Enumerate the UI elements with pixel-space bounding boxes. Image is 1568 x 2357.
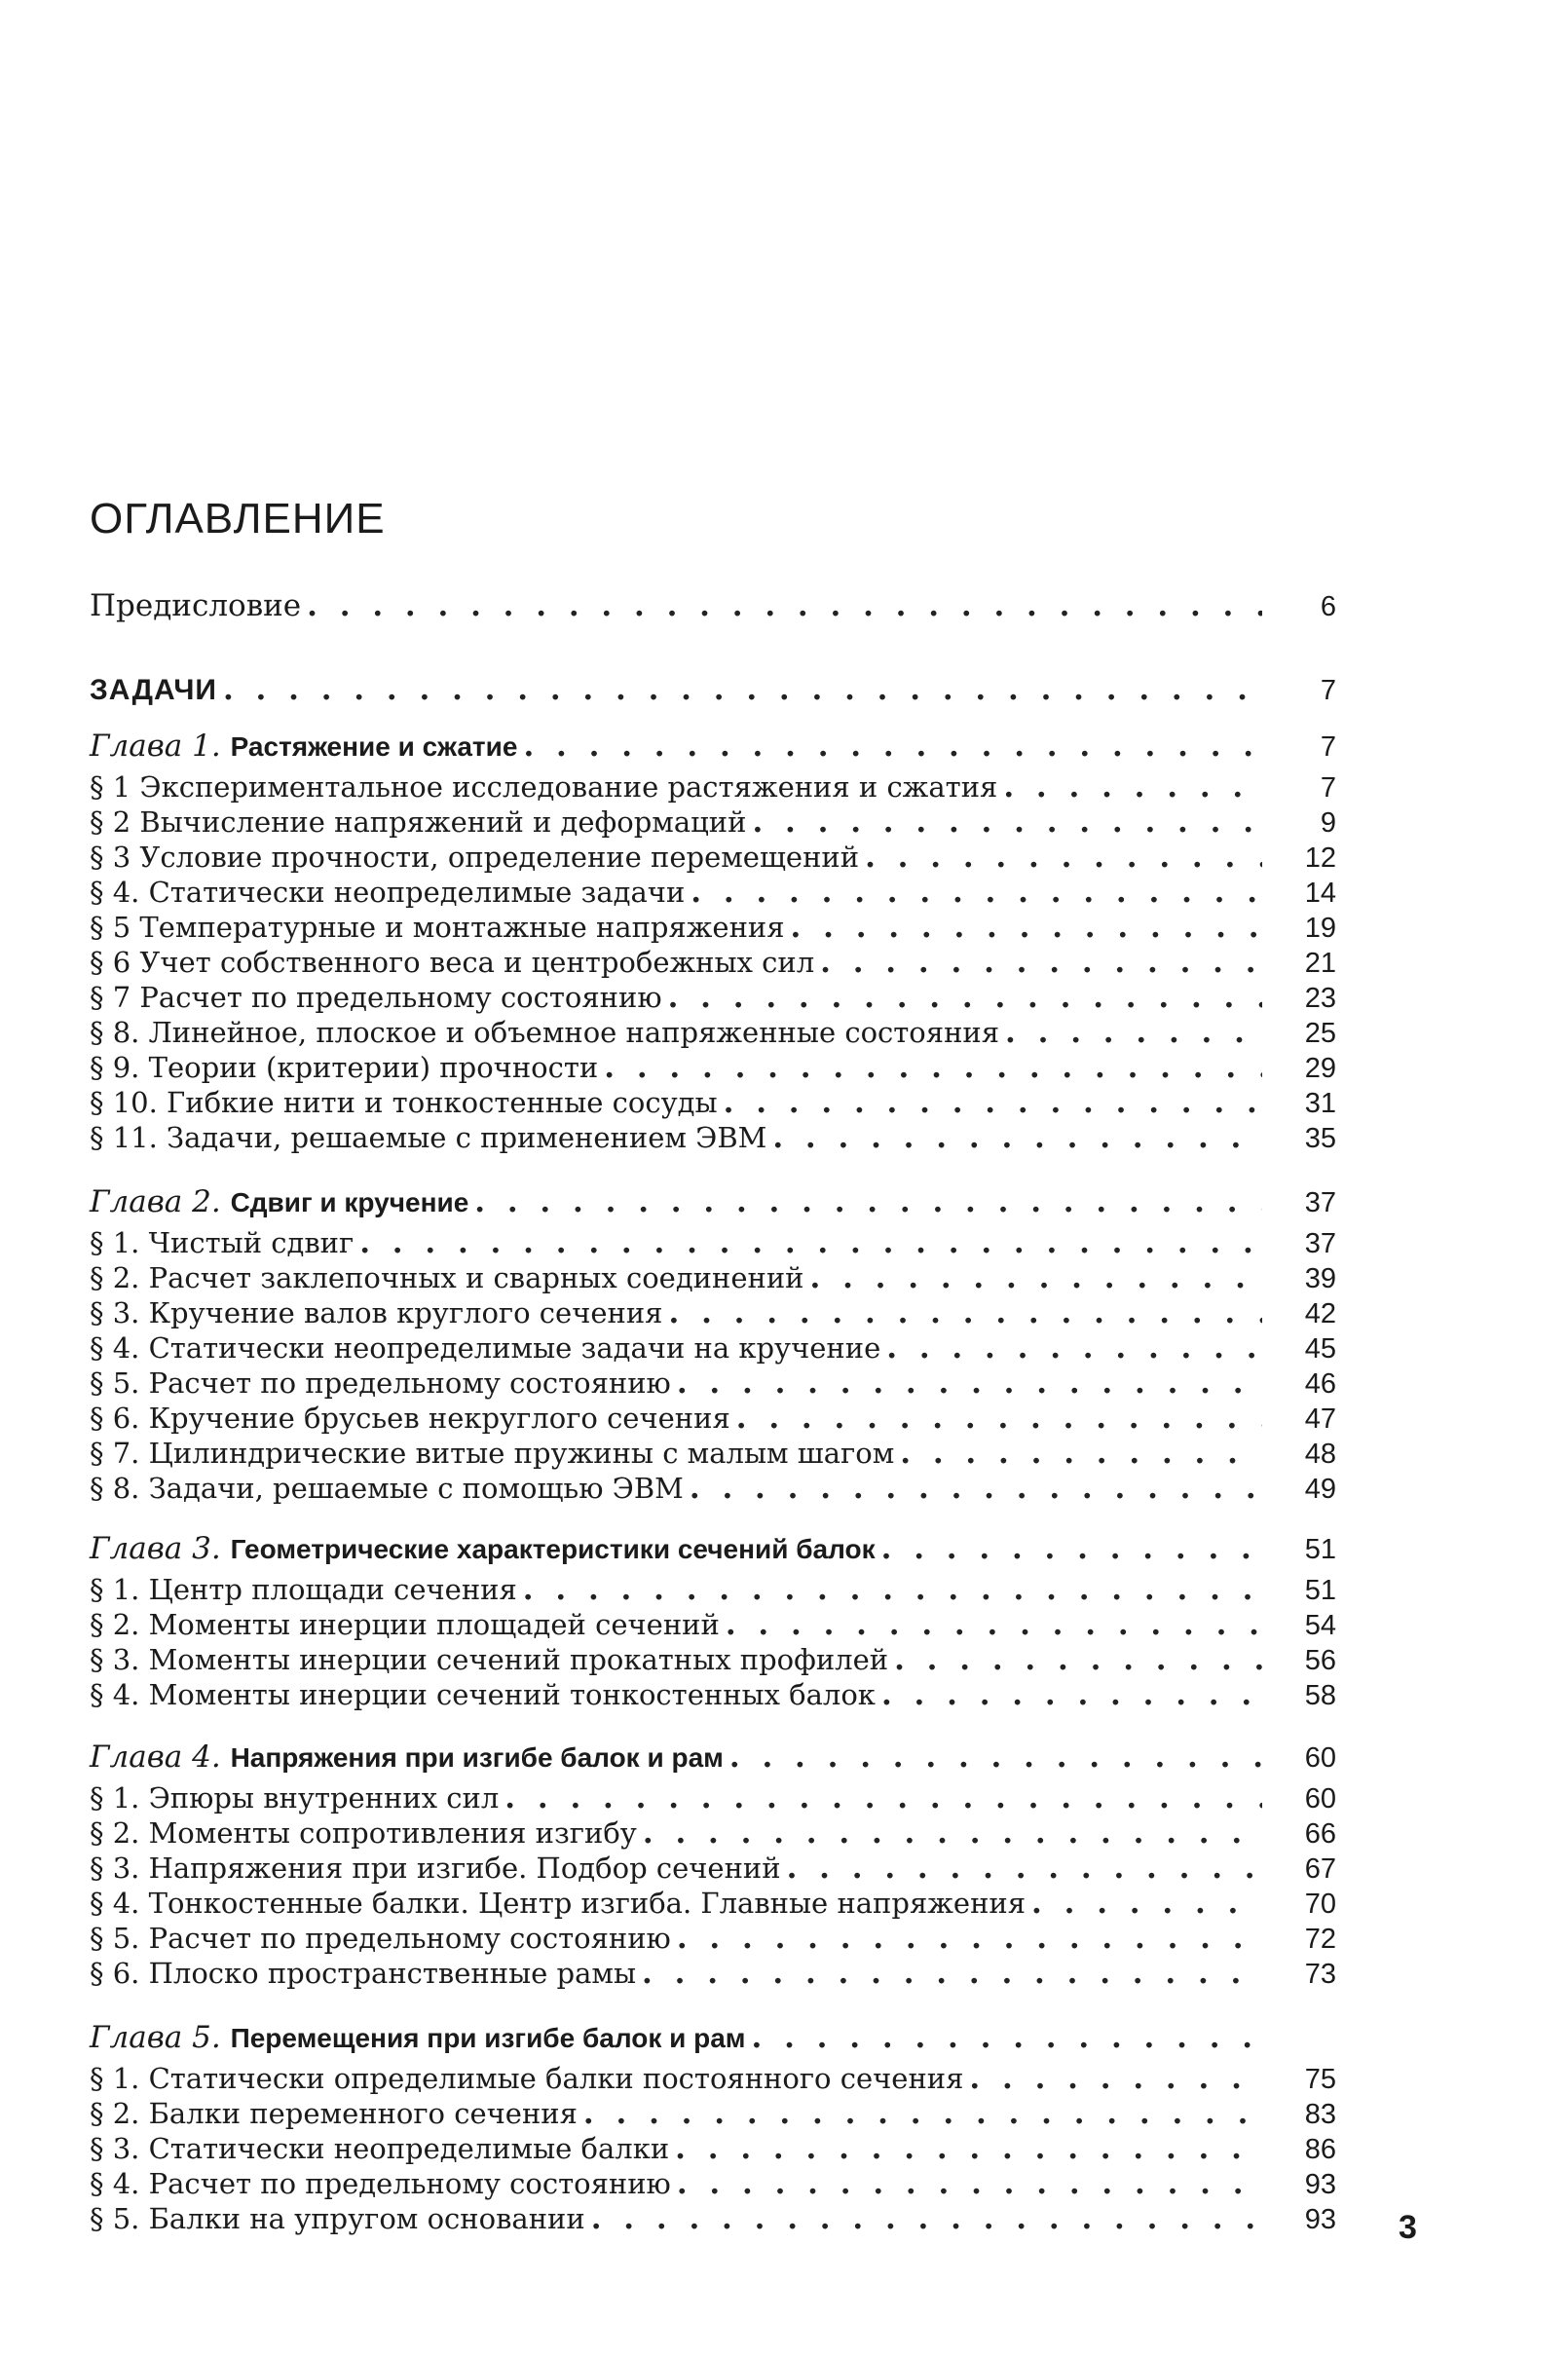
toc-page-number: 93	[1304, 2204, 1336, 2235]
dot-leader	[1005, 1015, 1262, 1050]
toc-section	[90, 2201, 1336, 2236]
toc-page-number: 14	[1304, 878, 1336, 909]
toc-section	[90, 945, 1336, 980]
chapter-number: Глава 5.	[90, 2020, 221, 2055]
toc-page-number: 9	[1320, 807, 1336, 839]
dot-leader	[969, 2061, 1262, 2096]
toc-section	[90, 1572, 1336, 1607]
dot-leader	[791, 910, 1262, 945]
toc-section	[90, 1642, 1336, 1677]
dot-leader	[881, 1677, 1262, 1712]
toc-section	[90, 1436, 1336, 1471]
dot-leader	[677, 2166, 1262, 2201]
toc-page-number: 29	[1304, 1053, 1336, 1084]
toc-section	[90, 1956, 1336, 1991]
dot-leader	[726, 1607, 1262, 1642]
toc-section	[90, 910, 1336, 945]
toc-section	[90, 804, 1336, 840]
dot-leader	[752, 804, 1262, 840]
dot-leader	[787, 1851, 1262, 1886]
dot-leader	[772, 1120, 1262, 1155]
page-number: 3	[1399, 2209, 1417, 2246]
toc-section	[90, 1050, 1336, 1085]
toc-label: § 3. Напряжения при изгибе. Подбор сечений	[90, 1852, 781, 1885]
toc-page-number: 45	[1304, 1333, 1336, 1365]
toc-page-number: 54	[1304, 1610, 1336, 1641]
toc-page-number: 37	[1304, 1228, 1336, 1259]
toc-label: § 2. Расчет заклепочных и сварных соединений	[90, 1261, 804, 1294]
toc-section	[90, 1225, 1336, 1260]
toc-section	[90, 1260, 1336, 1295]
chapter-title: Напряжения при изгибе балок и рам	[230, 1742, 724, 1773]
toc-label: § 5 Температурные и монтажные напряжения	[90, 911, 785, 944]
toc-label: § 3. Моменты инерции сечений прокатных профилей	[90, 1643, 889, 1676]
toc-section	[90, 1780, 1336, 1815]
dot-leader	[523, 1572, 1262, 1607]
toc-page-number: 66	[1304, 1818, 1336, 1850]
toc-entry-preface	[90, 588, 1336, 623]
toc-page-number: 25	[1304, 1018, 1336, 1049]
toc-section	[90, 1607, 1336, 1642]
toc-page-number: 73	[1304, 1959, 1336, 1990]
dot-leader	[474, 1184, 1262, 1219]
dot-leader	[643, 1815, 1262, 1851]
dot-leader	[504, 1780, 1262, 1815]
toc-page-number: 42	[1304, 1298, 1336, 1329]
toc-label: ЗАДАЧИ	[90, 674, 217, 706]
dot-leader	[820, 945, 1262, 980]
dot-leader	[523, 729, 1262, 764]
dot-leader	[675, 2131, 1262, 2166]
toc-chapter-2	[90, 1184, 1336, 1219]
chapter-title: Геометрические характеристики сечений балок	[230, 1534, 876, 1564]
toc-page-number: 56	[1304, 1645, 1336, 1676]
dot-leader	[690, 1471, 1262, 1506]
toc-section	[90, 2131, 1336, 2166]
toc-section	[90, 1886, 1336, 1921]
toc-page-number: 7	[1320, 675, 1336, 706]
toc-label: § 5. Расчет по предельному состоянию	[90, 1922, 671, 1955]
toc-label: § 6. Кручение брусьев некруглого сечения	[90, 1402, 730, 1435]
toc-page-number: 60	[1304, 1742, 1336, 1774]
chapter-title: Сдвиг и кручение	[230, 1187, 469, 1217]
toc-chapter-1	[90, 729, 1336, 764]
toc-page-number: 12	[1304, 842, 1336, 874]
chapter-number: Глава 4.	[90, 1740, 221, 1775]
toc-page-number: 46	[1304, 1368, 1336, 1400]
chapter-number: Глава 3.	[90, 1531, 221, 1566]
toc-page-number: 67	[1304, 1853, 1336, 1885]
dot-leader	[900, 1436, 1262, 1471]
dot-leader	[604, 1050, 1262, 1085]
dot-leader	[691, 875, 1262, 910]
dot-leader	[583, 2096, 1262, 2131]
dot-leader	[677, 1366, 1262, 1401]
toc-page-number: 51	[1304, 1575, 1336, 1606]
toc-section	[90, 769, 1336, 804]
toc-section	[90, 1921, 1336, 1956]
toc-page-number: 7	[1320, 772, 1336, 804]
toc-label: § 7 Расчет по предельному состоянию	[90, 981, 662, 1014]
toc-section	[90, 1295, 1336, 1330]
toc-page-number: 19	[1304, 913, 1336, 944]
dot-leader	[642, 1956, 1262, 1991]
dot-leader	[668, 1295, 1262, 1330]
toc-page-number: 39	[1304, 1263, 1336, 1294]
toc-label: § 5. Балки на упругом основании	[90, 2202, 585, 2235]
dot-leader	[809, 1260, 1262, 1295]
dot-leader	[359, 1225, 1262, 1260]
dot-leader	[307, 588, 1262, 623]
dot-leader	[1031, 1886, 1262, 1921]
toc-section	[90, 2166, 1336, 2201]
toc-label: § 8. Линейное, плоское и объемное напряженные состояния	[90, 1016, 1000, 1049]
toc-entry-part	[90, 672, 1336, 707]
toc-label: § 6 Учет собственного веса и центробежных сил	[90, 946, 815, 979]
toc-label: § 1. Центр площади сечения	[90, 1573, 517, 1606]
toc-section	[90, 1330, 1336, 1366]
toc-page-number: 49	[1304, 1474, 1336, 1505]
toc-section	[90, 1677, 1336, 1712]
toc-section	[90, 1366, 1336, 1401]
toc-section	[90, 2096, 1336, 2131]
dot-leader	[894, 1642, 1262, 1677]
toc-page-number: 23	[1304, 983, 1336, 1014]
toc-page-number: 86	[1304, 2134, 1336, 2165]
dot-leader	[677, 1921, 1262, 1956]
dot-leader	[223, 672, 1262, 707]
toc-label: § 1. Статически определимые балки постоянного сечения	[90, 2062, 964, 2095]
dot-leader	[591, 2201, 1262, 2236]
dot-leader	[865, 840, 1262, 875]
toc-label: § 3. Кручение валов круглого сечения	[90, 1296, 663, 1329]
toc-page-number: 58	[1304, 1680, 1336, 1711]
toc-section	[90, 840, 1336, 875]
toc-page-number: 48	[1304, 1439, 1336, 1470]
toc-section	[90, 1120, 1336, 1155]
toc-label: § 11. Задачи, решаемые с применением ЭВМ	[90, 1121, 767, 1154]
toc-page-number: 7	[1320, 731, 1336, 763]
dot-leader	[881, 1531, 1262, 1566]
toc-label: § 2. Моменты сопротивления изгибу	[90, 1816, 637, 1850]
page-title: ОГЛАВЛЕНИЕ	[90, 495, 386, 542]
toc-page-number: 21	[1304, 948, 1336, 979]
chapter-number: Глава 1.	[90, 729, 221, 764]
toc-label: § 3. Статически неопределимые балки	[90, 2132, 670, 2165]
toc-section	[90, 1401, 1336, 1436]
toc-section	[90, 1815, 1336, 1851]
toc-section	[90, 1471, 1336, 1506]
dot-leader	[736, 1401, 1262, 1436]
toc-label: § 1. Чистый сдвиг	[90, 1226, 355, 1259]
toc-page-number: 35	[1304, 1123, 1336, 1154]
toc-label: § 4. Статически неопределимые задачи на кручение	[90, 1331, 881, 1365]
toc-page-number: 47	[1304, 1403, 1336, 1435]
toc-label: § 6. Плоско пространственные рамы	[90, 1957, 637, 1990]
toc-section	[90, 2061, 1336, 2096]
toc-label: § 4. Статически неопределимые задачи	[90, 876, 686, 909]
toc-page-number: 70	[1304, 1889, 1336, 1920]
toc-chapter-4	[90, 1740, 1336, 1775]
dot-leader	[729, 1740, 1262, 1775]
toc-section	[90, 875, 1336, 910]
dot-leader	[1003, 769, 1262, 804]
chapter-title: Перемещения при изгибе балок и рам	[230, 2023, 746, 2053]
toc-chapter-5	[90, 2020, 1336, 2055]
toc-label: § 4. Расчет по предельному состоянию	[90, 2167, 671, 2200]
toc-label: § 2 Вычисление напряжений и деформаций	[90, 805, 747, 839]
toc-page-number: 6	[1320, 591, 1336, 622]
toc-page-number: 83	[1304, 2099, 1336, 2130]
toc-label: § 8. Задачи, решаемые с помощью ЭВМ	[90, 1472, 684, 1505]
toc-label: § 9. Теории (критерии) прочности	[90, 1051, 599, 1084]
dot-leader	[724, 1085, 1262, 1120]
toc-section	[90, 1085, 1336, 1120]
toc-page-number: 37	[1304, 1187, 1336, 1218]
dot-leader	[752, 2020, 1262, 2055]
toc-page-number: 31	[1304, 1088, 1336, 1119]
toc-section	[90, 980, 1336, 1015]
toc-page-number: 72	[1304, 1924, 1336, 1955]
dot-leader	[886, 1330, 1262, 1366]
toc-label: Предисловие	[90, 588, 302, 623]
toc-page-number: 93	[1304, 2169, 1336, 2200]
toc-page-number: 75	[1304, 2064, 1336, 2095]
chapter-title: Растяжение и сжатие	[230, 731, 518, 762]
toc-section	[90, 1851, 1336, 1886]
toc-label: § 4. Тонкостенные балки. Центр изгиба. Главные напряжения	[90, 1887, 1027, 1920]
dot-leader	[668, 980, 1262, 1015]
toc-page-number: 60	[1304, 1783, 1336, 1815]
toc-chapter-3	[90, 1531, 1336, 1566]
toc-page-number: 51	[1304, 1534, 1336, 1565]
toc-label: § 2. Моменты инерции площадей сечений	[90, 1608, 720, 1641]
toc-label: § 2. Балки переменного сечения	[90, 2097, 578, 2130]
toc-label: § 10. Гибкие нити и тонкостенные сосуды	[90, 1086, 718, 1119]
toc-label: § 1. Эпюры внутренних сил	[90, 1781, 500, 1815]
chapter-number: Глава 2.	[90, 1184, 221, 1219]
toc-label: § 1 Экспериментальное исследование растяжения и сжатия	[90, 770, 998, 804]
toc-label: § 4. Моменты инерции сечений тонкостенных балок	[90, 1678, 876, 1711]
toc-label: § 7. Цилиндрические витые пружины с малым шагом	[90, 1437, 895, 1470]
toc-label: § 5. Расчет по предельному состоянию	[90, 1366, 671, 1400]
toc-label: § 3 Условие прочности, определение перемещений	[90, 841, 860, 874]
toc-section	[90, 1015, 1336, 1050]
